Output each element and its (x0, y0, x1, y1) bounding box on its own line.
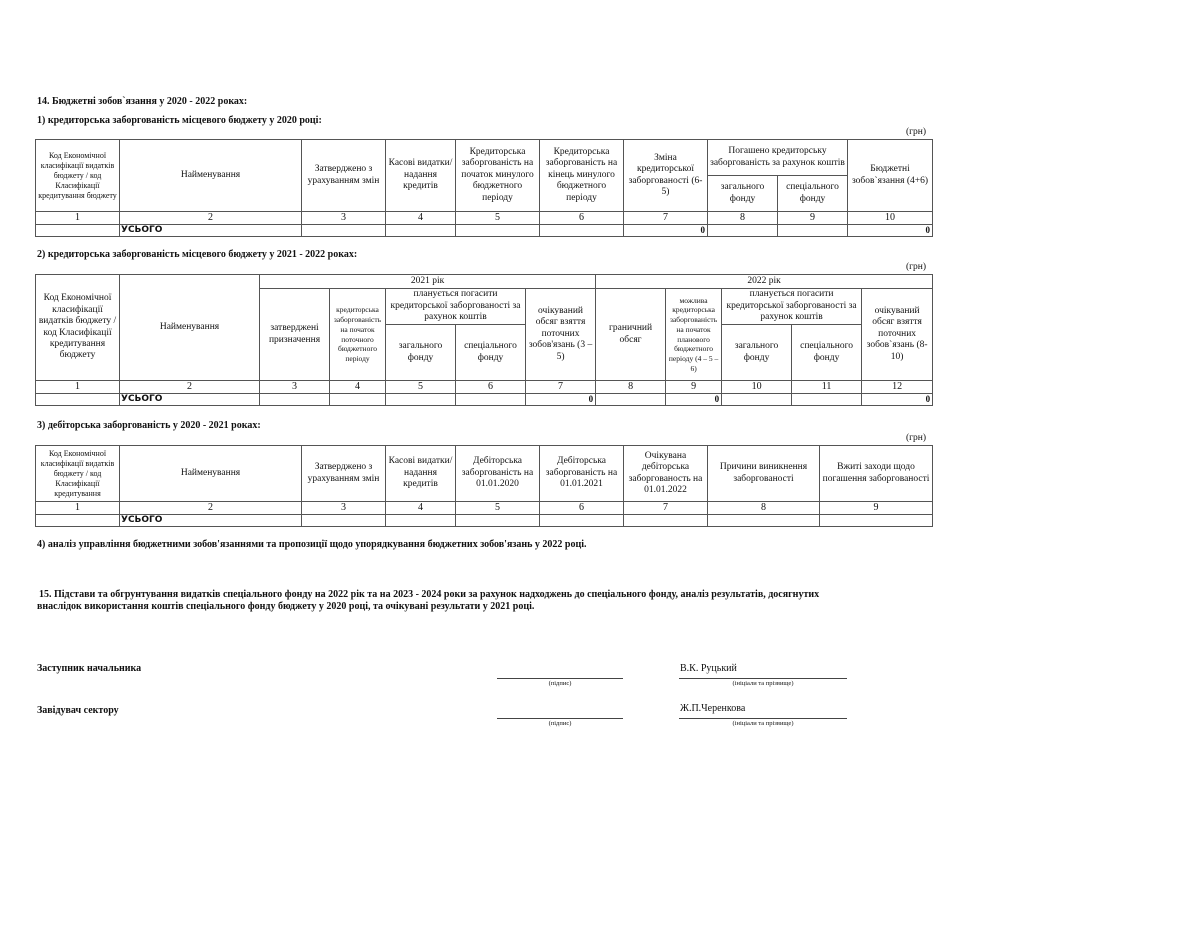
total-cell (708, 515, 820, 527)
name-caption: (ініціали та прізвище) (732, 680, 794, 687)
total-row (36, 225, 933, 237)
part-1-title: 1) кредиторська заборгованість місцевого бюджету у 2020 році: (37, 115, 322, 126)
part-3-title: 3) дебіторська заборгованість у 2020 - 2021 роках: (37, 420, 261, 431)
total-row (36, 515, 933, 527)
currency-unit: (грн) (906, 262, 927, 272)
column-number: 4 (330, 381, 386, 394)
creditor-debt-2020-table (35, 139, 933, 237)
column-number: 4 (386, 212, 456, 225)
header-name: Найменування (120, 275, 260, 381)
column-number: 7 (624, 502, 708, 515)
column-number: 1 (36, 381, 120, 394)
total-cell (386, 394, 456, 406)
section-15-line-1: 15. Підстави та обгрунтування видатків спеціального фонду на 2022 рік та на 2023 - 2024 роки за рахунок надходжень до спеціального фонду, аналіз результатів, досягнутих (39, 589, 820, 600)
total-row (36, 394, 933, 406)
header-expected-2022: Очікувана дебіторська заборгованость на 01.01.2022 (624, 446, 708, 502)
header-debt-2020: Дебіторська заборгованість на 01.01.2020 (456, 446, 540, 502)
column-number: 1 (36, 502, 120, 515)
column-number: 11 (792, 381, 862, 394)
header-year-2021: 2021 рік (260, 275, 596, 289)
column-number: 7 (624, 212, 708, 225)
column-number: 3 (302, 502, 386, 515)
header-year-2022: 2022 рік (596, 275, 933, 289)
header-measures: Вжиті заходи щодо погашення заборгованості (820, 446, 933, 502)
header-cash: Касові видатки/ надання кредитів (386, 140, 456, 212)
header-possible-debt: можлива кредиторська заборгованість на початок планового бюджетного періоду (4 – 5 – 6) (666, 289, 722, 381)
signature-line (497, 718, 623, 719)
header-repaid-special: спеціального фонду (778, 176, 848, 212)
header-limit: граничний обсяг (596, 289, 666, 381)
total-change-value: 0 (624, 225, 708, 237)
column-number: 2 (120, 212, 302, 225)
header-repaid-group: Погашено кредиторську заборгованість за рахунок коштів (708, 140, 848, 176)
part-4-title: 4) аналіз управління бюджетними зобов'язаннями та пропозиції щодо упорядкування бюджетних зобов'язань у 2022 році. (37, 539, 587, 550)
column-number: 4 (386, 502, 456, 515)
header-obligations: Бюджетні зобов`язання (4+6) (848, 140, 933, 212)
total-cell (722, 394, 792, 406)
total-repaid-general-cell (708, 225, 778, 237)
header-debt-2021: Дебіторська заборгованість на 01.01.2021 (540, 446, 624, 502)
header-expected-2022: очікуваний обсяг взяття поточних зобов`язань (8-10) (862, 289, 933, 381)
total-repaid-special-cell (778, 225, 848, 237)
header-approved: Затверджено з урахуванням змін (302, 140, 386, 212)
header-expected-2021: очікуваний обсяг взяття поточних зобов'язань (3 – 5) (526, 289, 596, 381)
total-approved-cell (302, 225, 386, 237)
signatory-name: В.К. Руцький (680, 663, 737, 674)
currency-unit: (грн) (906, 433, 927, 443)
header-approved: Затверджено з урахуванням змін (302, 446, 386, 502)
header-repaid-general: загального фонду (708, 176, 778, 212)
signature-caption: (підпис) (548, 720, 572, 727)
column-number: 5 (386, 381, 456, 394)
header-code: Код Економічної класифікації видатків бюджету / код Класифікації кредитування бюджету (36, 275, 120, 381)
column-number: 12 (862, 381, 933, 394)
header-name: Найменування (120, 446, 302, 502)
signatory-role: Заступник начальника (37, 663, 142, 674)
column-number: 9 (666, 381, 722, 394)
total-debt-start-cell (456, 225, 540, 237)
section-14-title: 14. Бюджетні зобов`язання у 2020 - 2022 роках: (37, 96, 248, 107)
total-label: УСЬОГО (120, 394, 260, 406)
total-code-cell (36, 394, 120, 406)
total-obligations-value: 0 (848, 225, 933, 237)
total-cell (330, 394, 386, 406)
total-possible-debt-value: 0 (666, 394, 722, 406)
column-number: 5 (456, 212, 540, 225)
name-line (679, 678, 847, 679)
column-number: 10 (722, 381, 792, 394)
total-cell (820, 515, 933, 527)
column-number: 8 (708, 502, 820, 515)
header-change: Зміна кредиторської заборгованості (6-5) (624, 140, 708, 212)
column-number: 5 (456, 502, 540, 515)
total-cell (792, 394, 862, 406)
column-number: 2 (120, 502, 302, 515)
header-cash: Касові видатки/ надання кредитів (386, 446, 456, 502)
column-number: 6 (540, 502, 624, 515)
name-line (679, 718, 847, 719)
total-code-cell (36, 515, 120, 527)
total-expected-2021-value: 0 (526, 394, 596, 406)
column-number: 7 (526, 381, 596, 394)
total-expected-2022-value: 0 (862, 394, 933, 406)
signatory-role: Завідувач сектору (37, 705, 119, 716)
header-debt-end: Кредиторська заборгованість на кінець минулого бюджетного періоду (540, 140, 624, 212)
column-number: 6 (456, 381, 526, 394)
total-cash-cell (386, 225, 456, 237)
debtor-debt-2020-2021-table (35, 445, 933, 527)
header-name: Найменування (120, 140, 302, 212)
total-debt-end-cell (540, 225, 624, 237)
column-number: 8 (708, 212, 778, 225)
header-reasons: Причини виникнення заборгованості (708, 446, 820, 502)
currency-unit: (грн) (906, 127, 927, 137)
total-cell (540, 515, 624, 527)
total-cell (260, 394, 330, 406)
column-number: 10 (848, 212, 933, 225)
total-cell (456, 394, 526, 406)
header-general-2021: загального фонду (386, 325, 456, 381)
header-plan-group-2021: планується погасити кредиторської заборгованості за рахунок коштів (386, 289, 526, 325)
column-number: 9 (820, 502, 933, 515)
signatory-name: Ж.П.Черенкова (680, 703, 746, 714)
column-number: 3 (260, 381, 330, 394)
header-debt-start-current: кредиторська заборгованість на початок поточного бюджетного періоду (330, 289, 386, 381)
total-code-cell (36, 225, 120, 237)
signature-line (497, 678, 623, 679)
part-2-title: 2) кредиторська заборгованість місцевого бюджету у 2021 - 2022 роках: (37, 249, 358, 260)
signature-caption: (підпис) (548, 680, 572, 687)
column-number: 1 (36, 212, 120, 225)
total-cell (302, 515, 386, 527)
section-15-line-2: внаслідок використання коштів спеціального фонду бюджету у 2020 році, та очікувані результати у 2021 році. (37, 601, 535, 612)
total-cell (386, 515, 456, 527)
header-general-2022: загального фонду (722, 325, 792, 381)
column-number: 9 (778, 212, 848, 225)
header-approved: затверджені призначення (260, 289, 330, 381)
header-debt-start: Кредиторська заборгованість на початок минулого бюджетного періоду (456, 140, 540, 212)
header-plan-group-2022: планується погасити кредиторської заборгованості за рахунок коштів (722, 289, 862, 325)
creditor-debt-2021-2022-table (35, 274, 933, 406)
header-special-2021: спеціального фонду (456, 325, 526, 381)
name-caption: (ініціали та прізвище) (732, 720, 794, 727)
column-number: 3 (302, 212, 386, 225)
column-number: 6 (540, 212, 624, 225)
column-number: 2 (120, 381, 260, 394)
total-label: УСЬОГО (120, 515, 302, 527)
total-cell (456, 515, 540, 527)
total-cell (596, 394, 666, 406)
total-label: УСЬОГО (120, 225, 302, 237)
total-cell (624, 515, 708, 527)
column-number: 8 (596, 381, 666, 394)
header-code: Код Економічної класифікації видатків бюджету / код Класифікації кредитування (36, 446, 120, 502)
header-special-2022: спеціального фонду (792, 325, 862, 381)
header-code: Код Економічної класифікації видатків бюджету / код Класифікації кредитування бюджету (36, 140, 120, 212)
